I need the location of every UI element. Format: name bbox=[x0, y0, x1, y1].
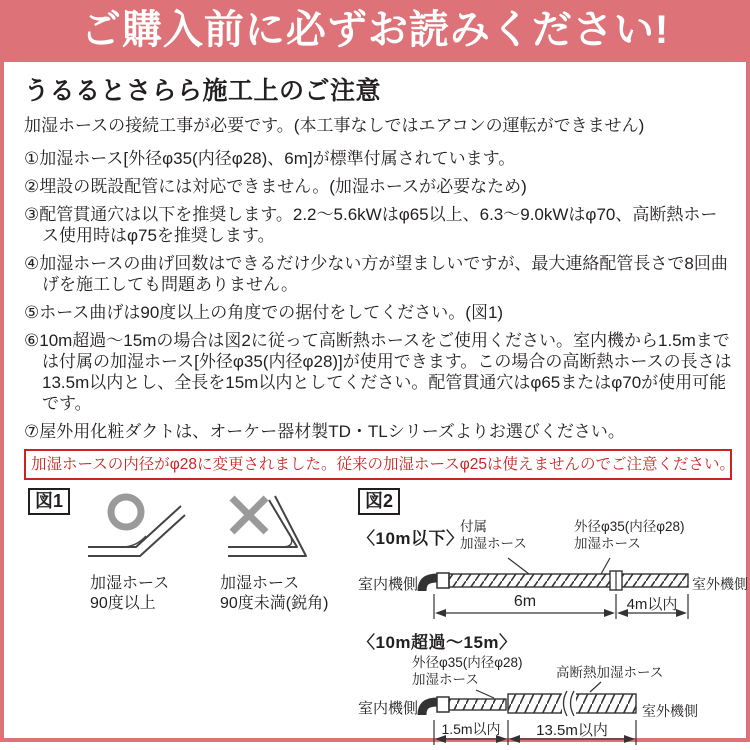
over10-heading: 〈10m超過〜15m〉 bbox=[358, 633, 517, 652]
list-item-2: ②埋設の既設配管には対応できません。(加湿ホースが必要なため) bbox=[24, 177, 527, 196]
over10-dim1: 1.5m以内 bbox=[441, 721, 501, 737]
ok-caption: 加湿ホース 90度以上 bbox=[90, 575, 170, 612]
figure-1 bbox=[28, 488, 354, 748]
warning-box bbox=[24, 449, 736, 480]
banner-title: ご購入前に必ずお読みください! bbox=[80, 8, 670, 52]
elbow-fitting bbox=[422, 578, 438, 591]
figures-section bbox=[24, 486, 748, 750]
under10-hose2-label: 外径φ35(内径φ28) 加湿ホース bbox=[574, 519, 685, 551]
over10-hose2-label: 高断熱加湿ホース bbox=[556, 665, 664, 680]
figure-1-label: 図1 bbox=[28, 488, 70, 515]
ng-caption: 加湿ホース 90度未満(鋭角) bbox=[220, 575, 329, 612]
intro-text: 加湿ホースの接続工事が必要です。(本工事なしではエアコンの運転ができません) bbox=[24, 116, 645, 135]
warning-text: 加湿ホースの内径がφ28に変更されました。従来の加湿ホースφ25は使えませんのでご注意ください。 bbox=[31, 456, 736, 473]
fig2-over10 bbox=[358, 628, 750, 750]
over10-hose1-label: 外径φ35(内径φ28) 加湿ホース bbox=[412, 655, 523, 687]
list-item-6: ⑥10m超過〜15mの場合は図2に従って高断熱ホースをご使用ください。室内機から1.5mまでは付属の加湿ホース[外径φ35(内径φ28)]が使用できます。この場合の高断熱ホースの長さは13.5m以内とし、全長を15m以内としてください。配管貫通穴はφ65またはφ70が使用可能です。 bbox=[24, 331, 732, 413]
attached-hose bbox=[449, 699, 506, 710]
list-item-7: ⑦屋外用化粧ダクトは、オーケー器材製TD・TLシリーズよりお選びください。 bbox=[24, 422, 625, 441]
hose-body bbox=[449, 574, 688, 587]
elbow-fitting bbox=[422, 702, 438, 715]
over10-indoor-side: 室内機側 bbox=[358, 700, 419, 717]
precaution-list bbox=[24, 148, 732, 442]
list-item-5: ⑤ホース曲げは90度以上の角度での据付をしてください。(図1) bbox=[24, 303, 504, 322]
under10-dim2: 4m以内 bbox=[626, 596, 678, 613]
hose-bend-ng-diagram bbox=[216, 492, 340, 568]
under10-hose1-label: 付属 加湿ホース bbox=[460, 519, 527, 551]
circle-ok-icon bbox=[111, 497, 141, 527]
over10-dim2: 13.5m以内 bbox=[536, 722, 608, 739]
hose-bend-ok-diagram bbox=[86, 492, 198, 568]
list-item-4: ④加湿ホースの曲げ回数はできるだけ少ない方が望ましいですが、最大連絡配管長さで8回曲げを施工しても問題ありません。 bbox=[24, 254, 728, 294]
list-item-1: ①加湿ホース[外径φ35(内径φ28)、6m]が標準付属されています。 bbox=[24, 149, 516, 168]
figure-2 bbox=[358, 488, 750, 750]
attention-banner bbox=[0, 0, 750, 62]
under10-dim1: 6m bbox=[513, 593, 537, 610]
notice-body bbox=[0, 62, 750, 742]
angle-arc bbox=[282, 533, 292, 547]
under10-indoor-side: 室内機側 bbox=[358, 576, 419, 593]
under10-heading: 〈10m以下〉 bbox=[358, 529, 464, 548]
x-ng-icon bbox=[232, 498, 266, 532]
under10-outdoor-side: 室外機側 bbox=[692, 576, 748, 592]
over10-outdoor-side: 室外機側 bbox=[642, 703, 698, 719]
page-title: うるるとさらら施工上のご注意 bbox=[24, 77, 382, 105]
fig2-under10 bbox=[358, 516, 750, 628]
figure-2-label: 図2 bbox=[358, 488, 400, 515]
list-item-3: ③配管貫通穴は以下を推奨します。2.2〜5.6kWはφ65以上、6.3〜9.0kWはφ70、高断熱ホース使用時はφ75を推奨します。 bbox=[24, 205, 718, 245]
